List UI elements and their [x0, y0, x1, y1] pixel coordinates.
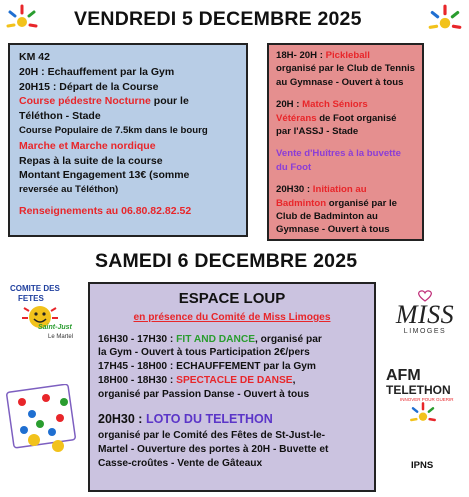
- dance-show-time: 18H00 - 18H30 :: [98, 374, 177, 386]
- badminton-time: 20H30 :: [276, 184, 313, 196]
- telethon-text: TELETHON: [386, 383, 451, 397]
- friday-header: VENDREDI 5 DECEMBRE 2025: [74, 8, 362, 30]
- friday-left-box: [8, 43, 248, 237]
- info-phone-line: Renseignements au 06.80.82.82.52: [19, 204, 192, 217]
- start-line: 20H15 : Départ de la Course: [19, 80, 159, 93]
- loto-org-1: organisé par le Comité des Fêtes de St-Just-le-: [98, 430, 326, 442]
- fit-dance-detail: la Gym - Ouvert à tous Participation 2€/pers: [98, 347, 310, 359]
- loto-time: 20H30 :: [98, 412, 146, 427]
- fit-dance-time: 16H30 - 17H30 :: [98, 333, 177, 345]
- oysters-line: Vente d'Huîtres à la buvette: [276, 148, 401, 160]
- km42-title: KM 42: [19, 51, 50, 63]
- fee-line: Montant Engagement 13€ (somme: [19, 169, 190, 182]
- pickleball-place: au Gymnase - Ouvert à tous: [276, 76, 404, 88]
- warmup-sat-line: 17H45 - 18H00 : ECHAUFFEMENT par la Gym: [98, 361, 316, 373]
- comite-des-fetes-logo: [4, 284, 84, 348]
- badminton-label: Initiation au: [312, 184, 367, 196]
- comite-top-text: COMITE DES: [10, 284, 60, 293]
- sun-icon-top-right: [426, 2, 464, 40]
- comite-place-text: Le Martel: [48, 334, 74, 340]
- miss-text: MISS: [395, 300, 455, 329]
- sun-icon-right: [408, 400, 438, 430]
- night-race-label: Course pédestre Nocturne: [19, 95, 151, 108]
- ipns-label: IPNS: [411, 460, 434, 471]
- comite-fetes-text: FETES: [18, 294, 44, 303]
- walk-line: Marche et Marche nordique: [19, 139, 156, 152]
- oysters-line-2: du Foot: [276, 161, 312, 173]
- telethon-stade-line: Téléthon - Stade: [19, 110, 101, 123]
- loto-label: LOTO DU TELETHON: [145, 412, 273, 427]
- friday-right-box: [267, 43, 424, 241]
- dance-show-org: organisé par Passion Danse - Ouvert à tous: [98, 388, 310, 400]
- pickleball-label: Pickleball: [325, 50, 370, 61]
- fit-dance-suffix: , organisé par: [255, 333, 322, 345]
- badminton-line-2: [276, 197, 422, 210]
- night-race-suffix: pour le: [150, 95, 189, 108]
- meal-line: Repas à la suite de la course: [19, 154, 163, 167]
- loto-line: [98, 411, 374, 427]
- popular-race-line: Course Populaire de 7.5km dans le bourg: [19, 124, 208, 136]
- sun-icon-top-left: [4, 2, 40, 38]
- afm-text: AFM: [386, 367, 421, 384]
- badminton-place: Gymnase - Ouvert à tous: [276, 224, 390, 236]
- badminton-line: [276, 183, 422, 196]
- fit-dance-line: [98, 333, 374, 347]
- loto-org-3: Casse-croûtes - Vente de Gâteaux: [98, 457, 263, 469]
- match-suffix: de Foot organisé: [316, 112, 397, 124]
- comite-script-text: Saint-Just: [38, 324, 72, 331]
- dance-show-line: [98, 374, 374, 388]
- veterans-label: Vétérans: [276, 112, 317, 124]
- pickleball-org: organisé par le Club de Tennis: [276, 63, 415, 75]
- fit-dance-label: FIT AND DANCE: [176, 333, 256, 345]
- night-race-line: [19, 94, 246, 109]
- loto-org-2: Martel - Ouverture des portes à 20H - Buvette et: [98, 443, 329, 455]
- dance-show-label: SPECTACLE DE DANSE: [176, 374, 293, 386]
- bingo-card-icon: [4, 384, 84, 458]
- match-label: Match Séniors: [302, 99, 368, 111]
- pickleball-time: 18H- 20H :: [276, 50, 326, 61]
- pickleball-line: [276, 49, 422, 62]
- badminton-org: Club de Badminton au: [276, 211, 378, 223]
- match-time: 20H :: [276, 99, 303, 111]
- match-org: par l'ASSJ - Stade: [276, 126, 359, 138]
- limoges-text: LIMOGES: [403, 328, 447, 335]
- match-line: [276, 98, 422, 111]
- match-line-2: [276, 112, 422, 125]
- miss-limoges-logo: [386, 290, 464, 346]
- warmup-line: 20H : Echauffement par la Gym: [19, 65, 175, 78]
- espace-loup-title: ESPACE LOUP: [178, 290, 286, 307]
- saturday-header: SAMEDI 6 DECEMBRE 2025: [95, 250, 358, 272]
- afm-tagline: INNOVER POUR GUERIR: [400, 397, 454, 402]
- badminton-label-2: Badminton: [276, 197, 327, 209]
- miss-subtitle: en présence du Comité de Miss Limoges: [133, 312, 331, 323]
- afm-telethon-logo: [386, 368, 464, 402]
- fee-note-line: reversée au Téléthon): [19, 184, 119, 196]
- badminton-suffix: organisé par le: [326, 197, 398, 209]
- saturday-box: [88, 282, 376, 492]
- dance-show-comma: ,: [292, 374, 296, 386]
